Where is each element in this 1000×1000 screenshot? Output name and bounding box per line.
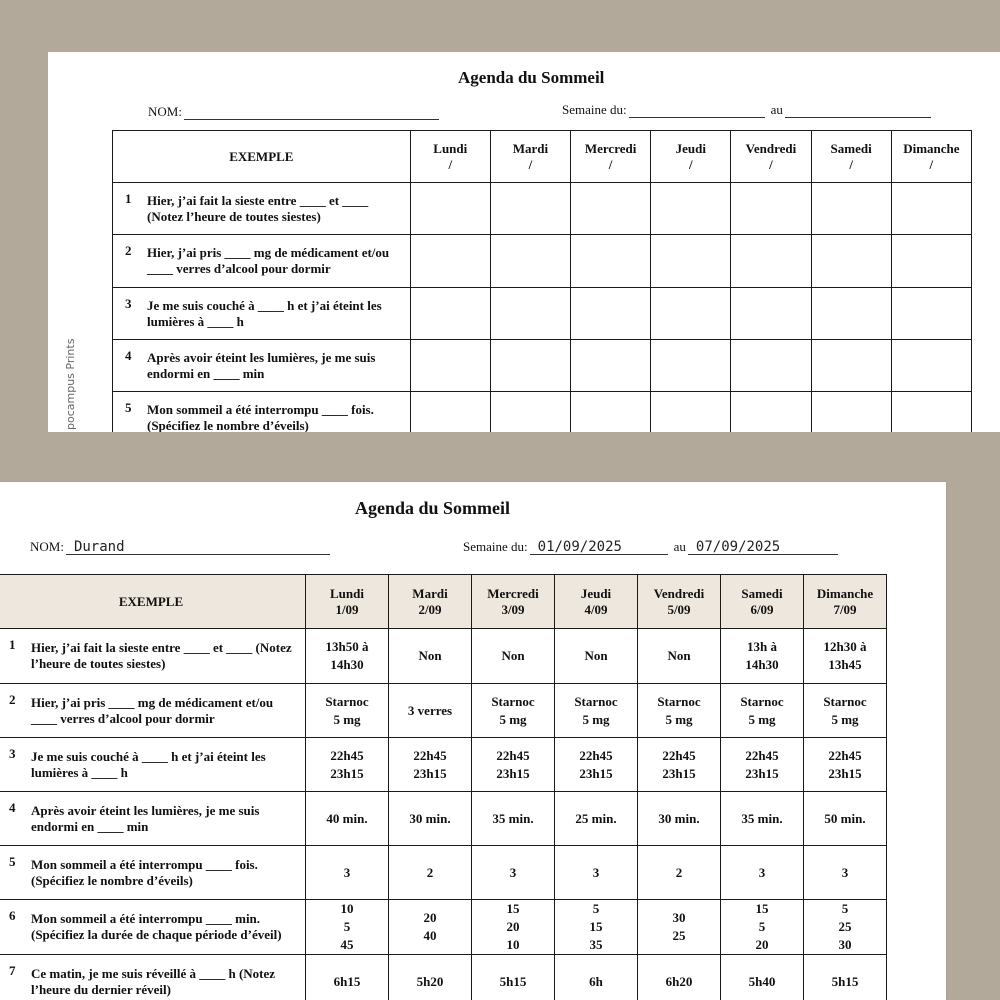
week-field[interactable] xyxy=(562,102,937,118)
entry-value-line: 22h45 xyxy=(828,747,862,763)
entry-value-line: 5 mg xyxy=(582,711,610,727)
entry-cell-vendredi[interactable] xyxy=(731,235,811,288)
day-header-dimanche xyxy=(891,131,971,183)
name-value-blank[interactable] xyxy=(66,539,330,555)
entry-value-line: 5 xyxy=(343,919,351,934)
entry-cell-mercredi[interactable] xyxy=(571,392,651,433)
week-from-value: 01/09/2025 xyxy=(537,539,622,555)
entry-cell-mercredi[interactable] xyxy=(571,288,651,340)
entry-cell-vendredi[interactable] xyxy=(638,684,721,738)
entry-value-line: 25 min. xyxy=(575,810,617,826)
entry-cell-mercredi[interactable] xyxy=(472,900,555,955)
day-name: Vendredi xyxy=(745,140,797,156)
entry-value-line: 35 xyxy=(589,937,603,952)
entry-cell-samedi[interactable] xyxy=(811,288,891,340)
entry-value-line: 30 min. xyxy=(409,810,451,826)
table-row xyxy=(0,955,887,1000)
table-row xyxy=(113,183,972,235)
entry-cell-jeudi[interactable] xyxy=(555,900,638,955)
question-number: 4 xyxy=(125,348,132,363)
entry-cell-lundi[interactable] xyxy=(410,288,490,340)
entry-value-line: 6h20 xyxy=(665,973,693,989)
name-label: NOM: xyxy=(30,539,64,554)
table-row xyxy=(113,340,972,392)
entry-cell-mardi[interactable] xyxy=(389,846,472,900)
entry-cell-lundi[interactable] xyxy=(306,846,389,900)
entry-value-line: 30 min. xyxy=(658,810,700,826)
entry-cell-dimanche[interactable] xyxy=(804,792,887,846)
entry-cell-lundi[interactable] xyxy=(306,629,389,684)
entry-cell-jeudi[interactable] xyxy=(555,629,638,684)
week-label: Semaine du: xyxy=(562,102,627,117)
day-date: 3/09 xyxy=(501,601,525,617)
entry-value-line: 23h15 xyxy=(662,765,696,781)
entry-cell-dimanche[interactable] xyxy=(804,629,887,684)
entry-cell-jeudi[interactable] xyxy=(651,340,731,392)
to-label: au xyxy=(770,102,783,117)
question-number: 3 xyxy=(125,296,132,311)
entry-value-line: 5h40 xyxy=(748,973,776,989)
question-number: 3 xyxy=(9,746,16,761)
entry-cell-jeudi[interactable] xyxy=(651,235,731,288)
entry-value-line: Starnoc xyxy=(325,693,369,709)
entry-value-line: 23h15 xyxy=(828,765,862,781)
brand-watermark: pocampus Prints xyxy=(64,338,77,430)
filled-sleep-table xyxy=(0,574,887,1000)
question-number: 5 xyxy=(125,400,132,415)
table-row xyxy=(0,846,887,900)
entry-value-line: 3 xyxy=(758,864,766,880)
entry-cell-mardi[interactable] xyxy=(490,392,570,433)
entry-cell-mercredi[interactable] xyxy=(571,183,651,235)
entry-value-line: 23h15 xyxy=(496,765,530,781)
entry-cell-lundi[interactable] xyxy=(306,955,389,1000)
question-number: 5 xyxy=(9,854,16,869)
day-header-dimanche xyxy=(804,575,887,629)
day-name: Lundi xyxy=(433,140,468,156)
example-header: EXEMPLE xyxy=(0,575,306,629)
entry-value-line: Non xyxy=(584,648,608,663)
entry-cell-lundi[interactable] xyxy=(306,900,389,955)
question-cell xyxy=(113,235,411,288)
name-label: NOM: xyxy=(148,104,182,119)
question-cell xyxy=(0,629,306,684)
entry-cell-samedi[interactable] xyxy=(721,684,804,738)
name-blank[interactable] xyxy=(184,104,439,120)
day-header-mardi xyxy=(490,131,570,183)
entry-value-line: 30 xyxy=(672,910,686,925)
entry-value-line: 3 xyxy=(343,864,351,880)
question-text: Je me suis couché à ____ h et j’ai éteint les lumières à ____ h xyxy=(31,748,266,780)
entry-value-line: 22h45 xyxy=(413,747,447,763)
entry-cell-jeudi[interactable] xyxy=(651,183,731,235)
entry-value-line: 5h15 xyxy=(831,973,859,989)
day-header-samedi xyxy=(721,575,804,629)
entry-cell-jeudi[interactable] xyxy=(651,288,731,340)
entry-cell-lundi[interactable] xyxy=(410,392,490,433)
question-text: Après avoir éteint les lumières, je me suis endormi en ____ min xyxy=(147,349,376,381)
day-date: 5/09 xyxy=(667,601,691,617)
day-header-jeudi xyxy=(651,131,731,183)
question-text: Mon sommeil a été interrompu ____ fois. (Spécifiez le nombre d’éveils) xyxy=(147,401,374,432)
day-name: Jeudi xyxy=(580,585,612,601)
entry-value-line: Starnoc xyxy=(574,693,618,709)
question-cell xyxy=(113,288,411,340)
entry-cell-vendredi[interactable] xyxy=(638,629,721,684)
entry-value-line: 3 xyxy=(841,864,849,880)
entry-value-line: 5h15 xyxy=(499,973,527,989)
entry-cell-lundi[interactable] xyxy=(306,684,389,738)
entry-cell-dimanche[interactable] xyxy=(891,288,971,340)
entry-value-line: 15 xyxy=(589,919,603,934)
day-name: Vendredi xyxy=(653,585,705,601)
day-name: Dimanche xyxy=(903,140,960,156)
entry-cell-mardi[interactable] xyxy=(389,900,472,955)
entry-value-line: 23h15 xyxy=(413,765,447,781)
entry-cell-samedi[interactable] xyxy=(811,235,891,288)
entry-value-line: 20 xyxy=(755,937,769,952)
entry-value-line: Non xyxy=(501,648,525,663)
day-date: / xyxy=(528,156,533,172)
question-text: Après avoir éteint les lumières, je me suis endormi en ____ min xyxy=(31,802,260,834)
question-number: 2 xyxy=(9,692,16,707)
day-date: 7/09 xyxy=(833,601,857,617)
day-name: Lundi xyxy=(330,585,364,601)
entry-value-line: Starnoc xyxy=(491,693,535,709)
entry-cell-mercredi[interactable] xyxy=(472,846,555,900)
question-text: Hier, j’ai pris ____ mg de médicament et/ou ____ verres d’alcool pour dormir xyxy=(31,694,274,726)
question-text: Hier, j’ai fait la sieste entre ____ et ____ (Notez l’heure de toutes siestes) xyxy=(147,192,369,224)
entry-cell-mercredi[interactable] xyxy=(472,738,555,792)
entry-value-line: Starnoc xyxy=(657,693,701,709)
entry-value-line: 13h45 xyxy=(828,657,862,672)
week-from-blank[interactable] xyxy=(530,539,668,555)
question-cell xyxy=(0,846,306,900)
name-field[interactable] xyxy=(148,104,445,120)
entry-value-line: 6h15 xyxy=(333,973,361,989)
entry-cell-dimanche[interactable] xyxy=(804,900,887,955)
entry-value-line: 6h xyxy=(589,973,603,989)
entry-value-line: 23h15 xyxy=(579,765,613,781)
entry-value-line: 5 xyxy=(592,901,600,916)
entry-value-line: 25 xyxy=(672,928,686,943)
entry-value-line: 2 xyxy=(675,864,683,880)
question-text: Mon sommeil a été interrompu ____ min. (Spécifiez la durée de chaque période d’éveil) xyxy=(31,911,282,942)
day-date: 6/09 xyxy=(750,601,774,617)
day-name: Samedi xyxy=(830,140,872,156)
question-cell xyxy=(0,684,306,738)
entry-cell-dimanche[interactable] xyxy=(804,684,887,738)
entry-value-line: 5 xyxy=(841,901,849,916)
page-title: Agenda du Sommeil xyxy=(355,498,511,518)
entry-value-line: 22h45 xyxy=(579,747,613,763)
example-header: EXEMPLE xyxy=(113,131,411,183)
entry-value-line: Starnoc xyxy=(823,693,867,709)
table-row xyxy=(113,392,972,433)
entry-value-line: 40 min. xyxy=(326,810,368,826)
question-number: 1 xyxy=(9,637,16,652)
entry-cell-vendredi[interactable] xyxy=(731,288,811,340)
day-date: 2/09 xyxy=(418,601,442,617)
day-name: Mercredi xyxy=(487,585,539,601)
entry-cell-vendredi[interactable] xyxy=(731,183,811,235)
entry-cell-dimanche[interactable] xyxy=(804,846,887,900)
entry-value-line: 5 mg xyxy=(333,711,361,727)
entry-cell-mardi[interactable] xyxy=(490,235,570,288)
day-date: 1/09 xyxy=(335,601,359,617)
entry-cell-mardi[interactable] xyxy=(490,183,570,235)
page-title: Agenda du Sommeil xyxy=(458,68,605,87)
question-cell xyxy=(0,900,306,955)
entry-value-line: 3 xyxy=(509,864,517,880)
entry-value-line: 15 xyxy=(755,901,769,916)
week-label: Semaine du: xyxy=(463,539,528,554)
day-header-vendredi xyxy=(731,131,811,183)
entry-cell-mardi[interactable] xyxy=(389,792,472,846)
question-number: 4 xyxy=(9,800,16,815)
entry-cell-samedi[interactable] xyxy=(721,846,804,900)
week-to-blank[interactable] xyxy=(688,539,838,555)
entry-value-line: 5 mg xyxy=(499,711,527,727)
entry-value-line: 10 xyxy=(506,937,520,952)
entry-value-line: 25 xyxy=(838,919,852,934)
question-number: 7 xyxy=(9,963,16,978)
day-header-jeudi xyxy=(555,575,638,629)
table-row xyxy=(113,235,972,288)
blank-sleep-table xyxy=(112,130,972,432)
day-date: / xyxy=(849,156,853,172)
question-text: Mon sommeil a été interrompu ____ fois. (Spécifiez le nombre d’éveils) xyxy=(31,856,258,888)
entry-cell-lundi[interactable] xyxy=(306,792,389,846)
question-number: 6 xyxy=(9,908,16,923)
entry-cell-dimanche[interactable] xyxy=(891,183,971,235)
entry-value-line: 13h à xyxy=(747,639,777,654)
entry-cell-dimanche[interactable] xyxy=(804,738,887,792)
entry-value-line: 20 xyxy=(506,919,520,934)
question-cell xyxy=(0,955,306,1000)
entry-value-line: 35 min. xyxy=(492,810,534,826)
entry-value-line: Non xyxy=(418,648,442,663)
entry-cell-mardi[interactable] xyxy=(389,738,472,792)
entry-cell-vendredi[interactable] xyxy=(638,792,721,846)
entry-value-line: 40 xyxy=(423,928,437,943)
name-field[interactable] xyxy=(30,539,336,555)
name-value: Durand xyxy=(73,539,125,555)
entry-value-line: 5 xyxy=(758,919,766,934)
entry-value-line: 22h45 xyxy=(662,747,696,763)
blank-agenda-sheet xyxy=(48,52,1000,432)
day-date: / xyxy=(769,156,773,172)
entry-value-line: Starnoc xyxy=(740,693,784,709)
entry-cell-jeudi[interactable] xyxy=(651,392,731,433)
table-row xyxy=(0,792,887,846)
entry-cell-samedi[interactable] xyxy=(721,629,804,684)
entry-cell-mardi[interactable] xyxy=(389,629,472,684)
day-header-samedi xyxy=(811,131,891,183)
entry-value-line: 22h45 xyxy=(745,747,779,763)
entry-value-line: 3 verres xyxy=(407,702,453,718)
day-name: Dimanche xyxy=(816,585,874,601)
entry-value-line: 23h15 xyxy=(330,765,364,781)
entry-value-line: 45 xyxy=(340,937,354,952)
question-cell xyxy=(113,340,411,392)
day-header-lundi xyxy=(410,131,490,183)
week-field[interactable] xyxy=(463,539,844,555)
week-from-blank[interactable] xyxy=(629,102,765,118)
entry-value-line: 5h20 xyxy=(416,973,444,989)
entry-value-line: 20 xyxy=(423,910,437,925)
entry-value-line: 35 min. xyxy=(741,810,783,826)
day-date: / xyxy=(608,156,613,172)
entry-value-line: 14h30 xyxy=(745,657,779,672)
entry-value-line: 23h15 xyxy=(745,765,779,781)
week-to-blank[interactable] xyxy=(785,102,931,118)
entry-value-line: 14h30 xyxy=(330,657,364,672)
day-date: / xyxy=(929,156,934,172)
entry-cell-mercredi[interactable] xyxy=(472,684,555,738)
entry-value-line: Non xyxy=(667,648,691,663)
day-name: Mardi xyxy=(412,585,448,601)
question-text: Je me suis couché à ____ h et j’ai éteint les lumières à ____ h xyxy=(147,297,382,329)
entry-cell-samedi[interactable] xyxy=(721,955,804,1000)
question-number: 2 xyxy=(125,243,132,258)
entry-cell-samedi[interactable] xyxy=(811,183,891,235)
entry-cell-vendredi[interactable] xyxy=(731,340,811,392)
entry-cell-samedi[interactable] xyxy=(721,792,804,846)
to-label: au xyxy=(673,539,686,554)
day-date: 4/09 xyxy=(584,601,608,617)
day-header-vendredi xyxy=(638,575,721,629)
entry-cell-vendredi[interactable] xyxy=(638,955,721,1000)
entry-cell-lundi[interactable] xyxy=(410,235,490,288)
day-date: / xyxy=(448,156,453,172)
entry-cell-mardi[interactable] xyxy=(490,288,570,340)
entry-cell-mercredi[interactable] xyxy=(571,340,651,392)
entry-value-line: 5 mg xyxy=(748,711,776,727)
entry-cell-mercredi[interactable] xyxy=(472,792,555,846)
entry-cell-samedi[interactable] xyxy=(721,738,804,792)
entry-value-line: 5 mg xyxy=(831,711,859,727)
entry-value-line: 2 xyxy=(426,864,434,880)
entry-value-line: 10 xyxy=(340,901,354,916)
table-row xyxy=(113,288,972,340)
entry-value-line: 13h50 à xyxy=(325,639,369,654)
entry-cell-lundi[interactable] xyxy=(410,183,490,235)
question-text: Hier, j’ai pris ____ mg de médicament et/ou ____ verres d’alcool pour dormir xyxy=(147,245,390,276)
entry-value-line: 30 xyxy=(838,937,852,952)
table-row xyxy=(0,629,887,684)
entry-cell-mardi[interactable] xyxy=(490,340,570,392)
entry-cell-jeudi[interactable] xyxy=(555,792,638,846)
entry-cell-samedi[interactable] xyxy=(811,392,891,433)
day-name: Mercredi xyxy=(584,140,637,156)
question-cell xyxy=(0,792,306,846)
entry-value-line: 15 xyxy=(506,901,520,916)
entry-cell-mercredi[interactable] xyxy=(472,955,555,1000)
table-row xyxy=(0,900,887,955)
day-name: Samedi xyxy=(741,585,783,601)
day-header-mercredi xyxy=(472,575,555,629)
entry-cell-jeudi[interactable] xyxy=(555,955,638,1000)
table-row xyxy=(0,738,887,792)
entry-cell-lundi[interactable] xyxy=(306,738,389,792)
filled-agenda-sheet xyxy=(0,482,946,1000)
entry-value-line: 22h45 xyxy=(496,747,530,763)
question-cell xyxy=(0,738,306,792)
entry-value-line: 12h30 à xyxy=(823,639,867,654)
day-header-mercredi xyxy=(571,131,651,183)
question-text: Ce matin, je me suis réveillé à ____ h (Notez l’heure du dernier réveil) xyxy=(31,965,276,997)
day-header-mardi xyxy=(389,575,472,629)
entry-cell-vendredi[interactable] xyxy=(638,738,721,792)
entry-cell-vendredi[interactable] xyxy=(731,392,811,433)
entry-cell-dimanche[interactable] xyxy=(891,340,971,392)
entry-cell-dimanche[interactable] xyxy=(804,955,887,1000)
entry-cell-mercredi[interactable] xyxy=(571,235,651,288)
day-header-lundi xyxy=(306,575,389,629)
entry-cell-mardi[interactable] xyxy=(389,684,472,738)
entry-cell-vendredi[interactable] xyxy=(638,846,721,900)
day-date: / xyxy=(688,156,693,172)
entry-value-line: 22h45 xyxy=(330,747,364,763)
entry-cell-jeudi[interactable] xyxy=(555,846,638,900)
entry-cell-vendredi[interactable] xyxy=(638,900,721,955)
day-name: Mardi xyxy=(512,140,549,156)
entry-value-line: 3 xyxy=(592,864,600,880)
question-number: 1 xyxy=(125,191,132,206)
question-cell xyxy=(113,183,411,235)
entry-cell-samedi[interactable] xyxy=(721,900,804,955)
entry-cell-mercredi[interactable] xyxy=(472,629,555,684)
table-row xyxy=(0,684,887,738)
question-text: Hier, j’ai fait la sieste entre ____ et ____ (Notez l’heure de toutes siestes) xyxy=(31,640,292,671)
day-name: Jeudi xyxy=(675,140,706,156)
question-cell xyxy=(113,392,411,433)
entry-cell-lundi[interactable] xyxy=(410,340,490,392)
entry-cell-samedi[interactable] xyxy=(811,340,891,392)
entry-cell-dimanche[interactable] xyxy=(891,392,971,433)
entry-value-line: 50 min. xyxy=(824,810,866,826)
week-to-value: 07/09/2025 xyxy=(695,539,781,555)
entry-cell-mardi[interactable] xyxy=(389,955,472,1000)
entry-cell-jeudi[interactable] xyxy=(555,684,638,738)
entry-cell-jeudi[interactable] xyxy=(555,738,638,792)
entry-value-line: 5 mg xyxy=(665,711,693,727)
entry-cell-dimanche[interactable] xyxy=(891,235,971,288)
